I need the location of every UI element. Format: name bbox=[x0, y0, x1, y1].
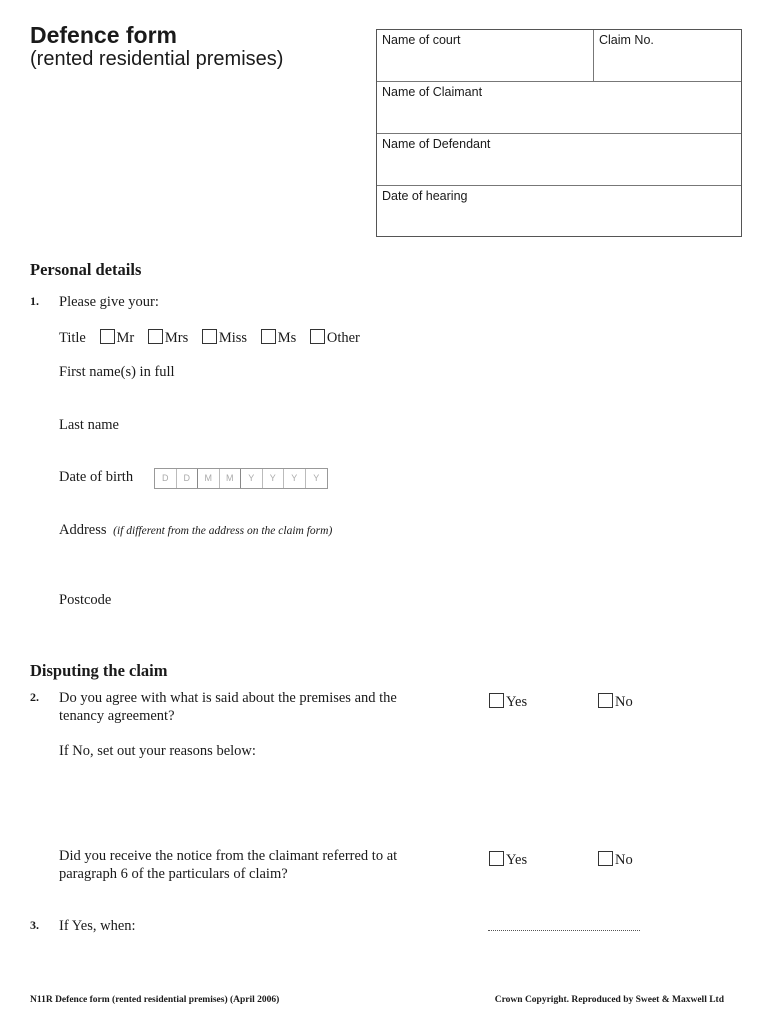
q2-no-checkbox[interactable] bbox=[598, 693, 613, 708]
title-label: Title bbox=[59, 330, 86, 346]
court-details-box bbox=[376, 29, 742, 237]
notice-question-line-1: Did you receive the notice from the claimant referred to at bbox=[59, 848, 398, 864]
title-option-mr[interactable]: Mr bbox=[100, 330, 135, 346]
form-title: Defence form bbox=[30, 22, 177, 48]
notice-question-line-2: paragraph 6 of the particulars of claim? bbox=[59, 866, 288, 882]
question-2-number: 2. bbox=[30, 690, 39, 704]
date-of-birth-label: Date of birth bbox=[59, 469, 134, 485]
dob-month-2[interactable]: M bbox=[220, 469, 242, 488]
name-of-claimant-label: Name of Claimant bbox=[382, 85, 483, 99]
notice-no-checkbox[interactable] bbox=[598, 851, 613, 866]
question-3-number: 3. bbox=[30, 918, 39, 932]
dob-day-2[interactable]: D bbox=[177, 469, 199, 488]
title-option-ms[interactable]: Ms bbox=[261, 330, 297, 346]
question-2-followup: If No, set out your reasons below: bbox=[59, 743, 256, 759]
footer-form-reference: N11R Defence form (rented residential premises) (April 2006) bbox=[30, 995, 280, 1005]
title-option-miss[interactable]: Miss bbox=[202, 330, 247, 346]
dob-year-1[interactable]: Y bbox=[241, 469, 263, 488]
address-label: Address bbox=[59, 522, 107, 538]
q2-no-option[interactable]: No bbox=[598, 693, 633, 711]
dob-year-3[interactable]: Y bbox=[284, 469, 306, 488]
title-options bbox=[59, 329, 360, 347]
question-1-text: Please give your: bbox=[59, 294, 159, 310]
dob-day-1[interactable]: D bbox=[155, 469, 177, 488]
claim-no-label: Claim No. bbox=[599, 33, 654, 47]
checkbox-ms[interactable] bbox=[261, 329, 276, 344]
checkbox-other[interactable] bbox=[310, 329, 325, 344]
question-2-line-1: Do you agree with what is said about the premises and the bbox=[59, 690, 397, 706]
question-2-line-2: tenancy agreement? bbox=[59, 708, 175, 724]
title-option-mrs[interactable]: Mrs bbox=[148, 330, 188, 346]
checkbox-miss[interactable] bbox=[202, 329, 217, 344]
first-name-label: First name(s) in full bbox=[59, 364, 175, 380]
address-row bbox=[59, 522, 332, 539]
notice-date-input-line[interactable] bbox=[488, 930, 640, 931]
name-of-defendant-label: Name of Defendant bbox=[382, 137, 491, 151]
hearing-date-field[interactable] bbox=[377, 185, 741, 237]
claimant-field[interactable] bbox=[377, 81, 741, 133]
checkbox-mr[interactable] bbox=[100, 329, 115, 344]
dob-year-4[interactable]: Y bbox=[313, 473, 320, 483]
postcode-label: Postcode bbox=[59, 592, 112, 608]
court-row-name[interactable] bbox=[377, 30, 741, 81]
personal-details-heading: Personal details bbox=[30, 260, 142, 279]
name-of-court-label: Name of court bbox=[382, 33, 461, 47]
q2-yes-checkbox[interactable] bbox=[489, 693, 504, 708]
q2-yes-option[interactable]: Yes bbox=[489, 693, 527, 711]
notice-yes-option[interactable]: Yes bbox=[489, 851, 527, 869]
question-3-text: If Yes, when: bbox=[59, 918, 136, 934]
dob-year-2[interactable]: Y bbox=[263, 469, 285, 488]
title-option-other[interactable]: Other bbox=[310, 330, 360, 346]
last-name-label: Last name bbox=[59, 417, 119, 433]
dob-month-1[interactable]: M bbox=[198, 469, 220, 488]
date-of-birth-input[interactable] bbox=[154, 468, 328, 489]
question-1-number: 1. bbox=[30, 294, 39, 308]
disputing-claim-heading: Disputing the claim bbox=[30, 661, 168, 680]
notice-yes-checkbox[interactable] bbox=[489, 851, 504, 866]
checkbox-mrs[interactable] bbox=[148, 329, 163, 344]
court-divider bbox=[593, 30, 594, 81]
footer-copyright: Crown Copyright. Reproduced by Sweet & Maxwell Ltd bbox=[494, 995, 724, 1005]
date-of-hearing-label: Date of hearing bbox=[382, 189, 468, 203]
defendant-field[interactable] bbox=[377, 133, 741, 185]
address-note: (if different from the address on the claim form) bbox=[113, 525, 333, 537]
form-subtitle: (rented residential premises) bbox=[30, 48, 284, 70]
notice-no-option[interactable]: No bbox=[598, 851, 633, 869]
